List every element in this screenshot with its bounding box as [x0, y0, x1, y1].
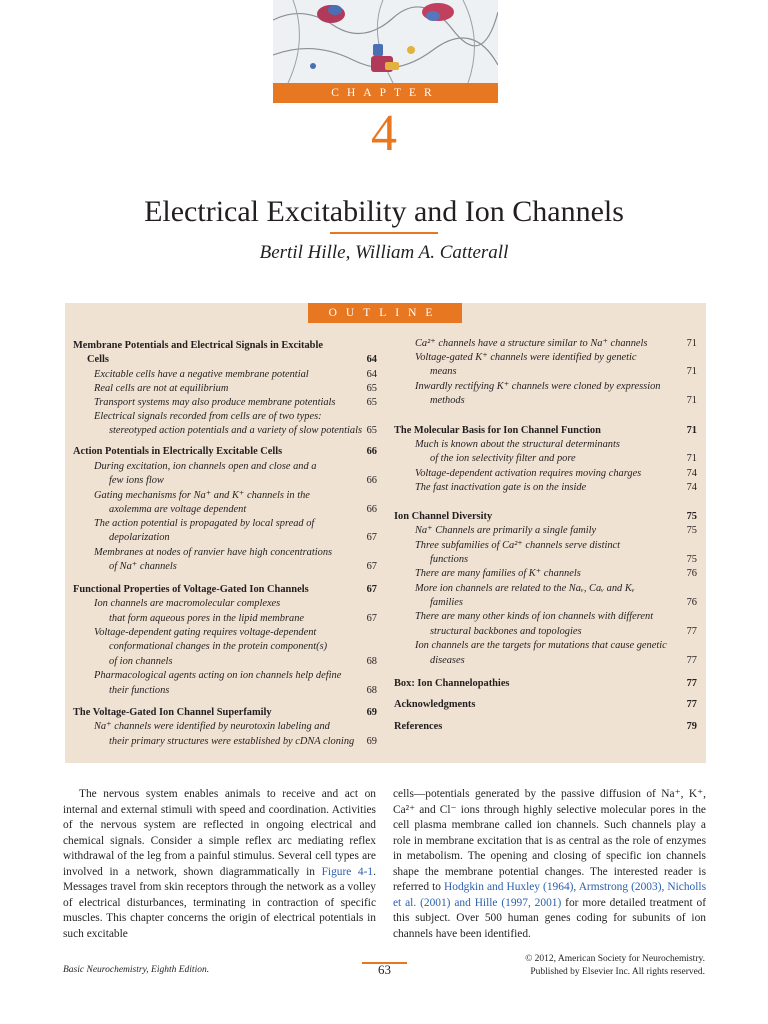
chapter-title: Electrical Excitability and Ion Channels: [144, 195, 624, 228]
outline-subheading[interactable]: functions: [430, 554, 469, 565]
outline-heading[interactable]: Action Potentials in Electrically Excitable Cells: [73, 446, 283, 457]
outline-page-number[interactable]: 76: [686, 568, 697, 579]
outline-page-number[interactable]: 75: [686, 554, 697, 565]
outline-page-number[interactable]: 66: [366, 475, 377, 486]
outline-page-number[interactable]: 77: [686, 626, 697, 637]
outline-subheading[interactable]: Much is known about the structural determinants: [415, 439, 620, 450]
chapter-number: 4: [371, 105, 397, 162]
outline-subheading[interactable]: their primary structures were established by cDNA cloning: [109, 736, 355, 747]
outline-page-number[interactable]: 65: [366, 425, 377, 436]
outline-page-number[interactable]: 67: [366, 613, 377, 624]
outline-page-number[interactable]: 75: [686, 511, 697, 522]
outline-page-number[interactable]: 77: [686, 655, 697, 666]
outline-subheading[interactable]: of the ion selectivity filter and pore: [430, 453, 576, 464]
outline-page-number[interactable]: 79: [686, 721, 697, 732]
outline-heading[interactable]: Cells: [87, 354, 109, 365]
outline-subheading[interactable]: structural backbones and topologies: [430, 626, 582, 637]
copyright-line-1: © 2012, American Society for Neurochemistry.: [525, 954, 705, 964]
outline-subheading[interactable]: More ion channels are related to the Naᵥ, Caᵥ and Kᵥ: [415, 583, 635, 594]
outline-heading[interactable]: Functional Properties of Voltage-Gated Ion Channels: [73, 584, 309, 595]
outline-subheading[interactable]: diseases: [430, 655, 465, 666]
chapter-authors: Bertil Hille, William A. Catterall: [259, 242, 509, 263]
outline-subheading[interactable]: stereotyped action potentials and a variety of slow potentials: [109, 425, 362, 436]
outline-heading[interactable]: The Molecular Basis for Ion Channel Function: [394, 425, 601, 436]
outline-subheading[interactable]: depolarization: [109, 532, 170, 543]
outline-page-number[interactable]: 71: [686, 395, 697, 406]
outline-subheading[interactable]: Na⁺ Channels are primarily a single family: [415, 525, 597, 536]
outline-page-number[interactable]: 74: [686, 468, 697, 479]
outline-subheading[interactable]: Voltage-gated K⁺ channels were identified by genetic: [415, 352, 637, 363]
page-number: 63: [378, 962, 391, 977]
outline-subheading[interactable]: The action potential is propagated by local spread of: [94, 518, 315, 529]
reference-links[interactable]: Hodgkin and Huxley (1964), Armstrong (2003), Nicholls et al. (2001) and Hille (1997, 2001): [393, 881, 706, 909]
outline-page-number[interactable]: 67: [366, 561, 377, 572]
outline-subheading[interactable]: Real cells are not at equilibrium: [94, 383, 229, 394]
body-text: cells—potentials generated by the passive diffusion of Na⁺, K⁺, Ca²⁺ and Cl⁻ ions through highly selective molecular pores in the cell plasma membrane called ion channels. Such channels play a role in membrane excitation that is as central as the role of enzymes in metabolism. The opening and closing of specific ion channels shape the membrane potential changes. The interested reader is referred to: [393, 788, 706, 893]
outline-page-number[interactable]: 76: [686, 597, 697, 608]
chapter-label: CHAPTER: [273, 83, 498, 103]
outline-page-number[interactable]: 69: [366, 707, 377, 718]
outline-subheading[interactable]: that form aqueous pores in the lipid membrane: [109, 613, 305, 624]
outline-page-number[interactable]: 68: [366, 656, 377, 667]
outline-subheading[interactable]: Voltage-dependent gating requires voltage-dependent: [94, 627, 317, 638]
outline-heading[interactable]: References: [394, 721, 443, 732]
outline-page-number[interactable]: 68: [366, 685, 377, 696]
outline-subheading[interactable]: Ca²⁺ channels have a structure similar to Na⁺ channels: [415, 338, 648, 349]
outline-subheading[interactable]: Inwardly rectifying K⁺ channels were cloned by expression: [415, 381, 661, 392]
outline-page-number[interactable]: 77: [686, 699, 697, 710]
outline-subheading[interactable]: Voltage-dependent activation requires moving charges: [415, 468, 642, 479]
outline-subheading[interactable]: The fast inactivation gate is on the inside: [415, 482, 587, 493]
outline-subheading[interactable]: There are many other kinds of ion channels with different: [415, 611, 654, 622]
outline-page-number[interactable]: 71: [686, 338, 697, 349]
copyright-line-2: Published by Elsevier Inc. All rights reserved.: [530, 967, 705, 977]
outline-page-number[interactable]: 77: [686, 678, 697, 689]
outline-heading[interactable]: Box: Ion Channelopathies: [394, 678, 510, 689]
outline-subheading[interactable]: means: [430, 366, 457, 377]
chapter-header-illustration: [273, 0, 498, 83]
outline-page-number[interactable]: 64: [366, 369, 377, 380]
outline-subheading[interactable]: Pharmacological agents acting on ion channels help define: [94, 670, 342, 681]
outline-page-number[interactable]: 65: [366, 397, 377, 408]
outline-heading[interactable]: Acknowledgments: [394, 699, 476, 710]
outline-label: OUTLINE: [308, 303, 462, 323]
outline-page-number[interactable]: 66: [366, 504, 377, 515]
outline-page-number[interactable]: 67: [366, 532, 377, 543]
outline-page-number[interactable]: 67: [366, 584, 377, 595]
outline-subheading[interactable]: of Na⁺ channels: [109, 561, 177, 572]
outline-heading[interactable]: Membrane Potentials and Electrical Signals in Excitable: [73, 340, 323, 351]
book-title-footer: Basic Neurochemistry, Eighth Edition.: [63, 965, 210, 975]
body-column-left: [63, 787, 376, 942]
outline-page-number[interactable]: 71: [686, 453, 697, 464]
outline-subheading[interactable]: conformational changes in the protein component(s): [109, 641, 328, 652]
title-underline: [330, 232, 438, 234]
outline-subheading[interactable]: Electrical signals recorded from cells are of two types:: [94, 411, 322, 422]
body-text: . Messages travel from skin receptors through the network as a volley of electrical disturbances, terminating in contraction of specific muscles. This chapter concerns the origin of electrical potentials in such excitable: [63, 865, 376, 940]
outline-heading[interactable]: The Voltage-Gated Ion Channel Superfamily: [73, 707, 272, 718]
copyright-notice: [525, 953, 705, 979]
outline-subheading[interactable]: their functions: [109, 685, 170, 696]
outline-page-number[interactable]: 64: [366, 354, 377, 365]
outline-page-number[interactable]: 75: [686, 525, 697, 536]
outline-subheading[interactable]: Ion channels are macromolecular complexes: [94, 598, 281, 609]
outline-subheading[interactable]: Na⁺ channels were identified by neurotoxin labeling and: [94, 721, 330, 732]
outline-page-number[interactable]: 65: [366, 383, 377, 394]
outline-subheading[interactable]: Gating mechanisms for Na⁺ and K⁺ channels in the: [94, 490, 310, 501]
outline-subheading[interactable]: Three subfamilies of Ca²⁺ channels serve distinct: [415, 540, 621, 551]
outline-page-number[interactable]: 71: [686, 366, 697, 377]
outline-subheading[interactable]: Excitable cells have a negative membrane potential: [94, 369, 309, 380]
outline-subheading[interactable]: Transport systems may also produce membrane potentials: [94, 397, 336, 408]
outline-page-number[interactable]: 71: [686, 425, 697, 436]
outline-subheading[interactable]: axolemma are voltage dependent: [109, 504, 247, 515]
outline-subheading[interactable]: During excitation, ion channels open and close and a: [94, 461, 317, 472]
body-column-right: [393, 787, 706, 942]
body-text: for more detailed treatment of this subject. Over 500 human genes coding for subunits of ion channels have been identified.: [393, 896, 706, 940]
outline-subheading[interactable]: families: [430, 597, 463, 608]
outline-page-number[interactable]: 66: [366, 446, 377, 457]
outline-subheading[interactable]: There are many families of K⁺ channels: [415, 568, 581, 579]
outline-page-number[interactable]: 69: [366, 736, 377, 747]
outline-subheading[interactable]: Ion channels are the targets for mutations that cause genetic: [415, 640, 667, 651]
outline-subheading[interactable]: few ions flow: [109, 475, 164, 486]
outline-subheading[interactable]: Membranes at nodes of ranvier have high concentrations: [94, 547, 333, 558]
body-text: The nervous system enables animals to receive and act on internal and external stimuli with speed and coordination. Activities of the nervous system are reflected in ongoing electrical and chemical signals. Consider a simple reflex arc mediating reflex withdrawal of the leg from a painful stimulus. Several cell types are involved in a network, shown diagrammatically in: [63, 788, 376, 878]
outline-subheading[interactable]: of ion channels: [109, 656, 173, 667]
figure-link[interactable]: Figure 4-1: [321, 865, 374, 878]
outline-heading[interactable]: Ion Channel Diversity: [394, 511, 493, 522]
outline-page-number[interactable]: 74: [686, 482, 697, 493]
outline-subheading[interactable]: methods: [430, 395, 465, 406]
